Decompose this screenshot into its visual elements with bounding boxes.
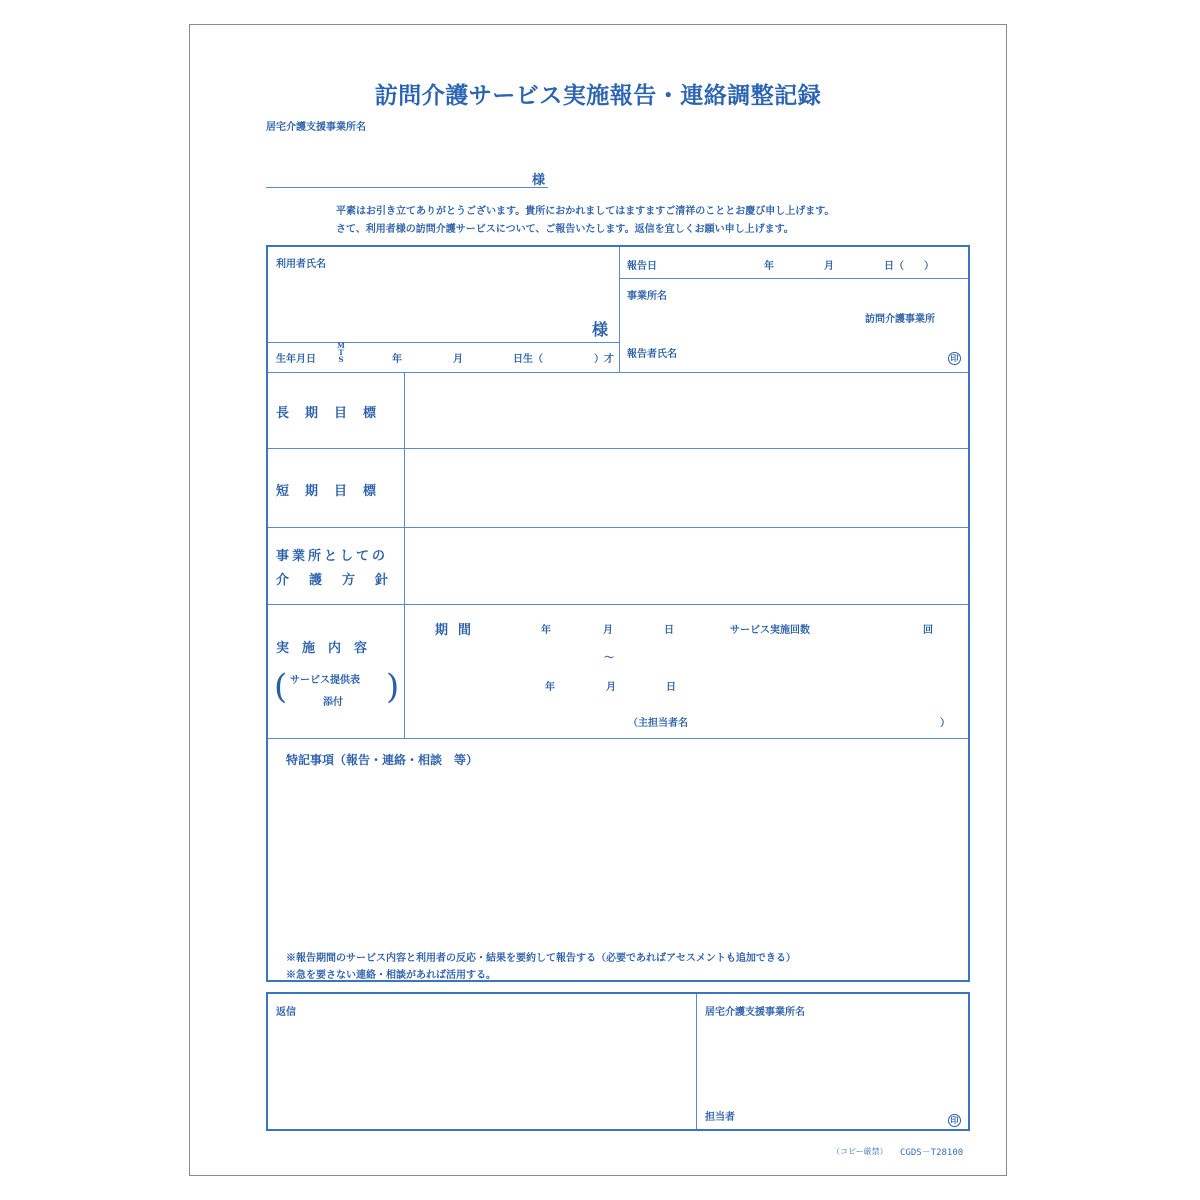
user-name-label: 利用者氏名 bbox=[276, 259, 326, 270]
period-end-month: 月 bbox=[606, 682, 616, 693]
reply-seal-icon: 印 bbox=[948, 1108, 961, 1127]
report-date-line bbox=[619, 278, 968, 279]
birth-month: 月 bbox=[453, 354, 463, 365]
addressee-honorific: 様 bbox=[532, 173, 546, 188]
office-name-label: 居宅介護支援事業所名 bbox=[266, 122, 366, 133]
office-label: 事業所名 bbox=[627, 291, 667, 302]
long-term-goal-label: 長期目標 bbox=[276, 406, 393, 421]
period-start-month: 月 bbox=[603, 625, 613, 636]
greeting-line-1: 平素はお引き立てありがとうございます。貴所におかれましてはますますご清祥のこととお慶び申し上げます。 bbox=[336, 206, 835, 217]
era-marks: M T S bbox=[337, 341, 345, 364]
reply-office-label: 居宅介護支援事業所名 bbox=[705, 1007, 805, 1018]
row-line-4 bbox=[268, 738, 968, 739]
greeting-line-2: さて、利用者様の訪問介護サービスについて、ご報告いたします。返信を宜しくお願い申し上げます。 bbox=[336, 224, 794, 235]
reply-label: 返信 bbox=[276, 1007, 296, 1018]
content-paren-open: ( bbox=[274, 667, 288, 707]
form-title: 訪問介護サービス実施報告・連絡調整記録 bbox=[374, 83, 822, 109]
main-staff-open: （主担当者名 bbox=[628, 718, 688, 729]
user-name-honorific: 様 bbox=[592, 320, 609, 339]
content-sub-2: 添付 bbox=[323, 697, 343, 708]
form-sheet bbox=[189, 24, 1007, 1176]
content-label: 実施内容 bbox=[276, 641, 381, 656]
content-paren-close: ) bbox=[386, 667, 400, 707]
footer-copy-note: （コピー厳禁） bbox=[832, 1147, 888, 1156]
row-line-2 bbox=[268, 527, 968, 528]
period-end-day: 日 bbox=[666, 682, 676, 693]
report-year: 年 bbox=[764, 261, 774, 272]
notes-instruction-2: ※急を要さない連絡・相談があれば活用する。 bbox=[286, 970, 496, 981]
reply-divider bbox=[696, 994, 697, 1129]
content-sub-1: サービス提供表 bbox=[290, 675, 360, 686]
header-divider bbox=[619, 247, 620, 372]
period-start-day: 日 bbox=[664, 625, 674, 636]
period-end-year: 年 bbox=[545, 682, 555, 693]
notes-instruction-1: ※報告期間のサービス内容と利用者の反応・結果を要約して報告する（必要であればアセスメントも追加できる） bbox=[286, 953, 796, 964]
reply-person-label: 担当者 bbox=[705, 1112, 735, 1123]
header-bottom-line bbox=[268, 372, 968, 373]
main-staff-close: ） bbox=[940, 718, 950, 729]
label-column-divider bbox=[404, 372, 405, 738]
report-day: 日（ ） bbox=[884, 261, 934, 272]
footer-code: CGDS－T28100 bbox=[900, 1148, 964, 1158]
policy-label-2: 介護方針 bbox=[276, 573, 409, 588]
birth-year: 年 bbox=[392, 354, 402, 365]
age-suffix: ）才 bbox=[594, 354, 614, 365]
service-count-label: サービス実施回数 bbox=[730, 625, 810, 636]
report-table bbox=[266, 245, 970, 982]
reporter-label: 報告者氏名 bbox=[627, 349, 677, 360]
birthdate-label: 生年月日 bbox=[276, 354, 316, 365]
service-count-unit: 回 bbox=[923, 625, 933, 636]
office-suffix: 訪問介護事業所 bbox=[865, 314, 935, 325]
row-line-1 bbox=[268, 448, 968, 449]
period-label: 期間 bbox=[435, 623, 482, 638]
notes-label: 特記事項（報告・連絡・相談 等） bbox=[286, 753, 479, 767]
short-term-goal-label: 短期目標 bbox=[276, 484, 393, 499]
report-date-label: 報告日 bbox=[627, 261, 657, 272]
name-line bbox=[268, 342, 619, 343]
row-line-3 bbox=[268, 604, 968, 605]
report-month: 月 bbox=[824, 261, 834, 272]
birth-day: 日生（ bbox=[513, 354, 543, 365]
policy-label-1: 事業所としての bbox=[276, 549, 389, 564]
period-start-year: 年 bbox=[541, 625, 551, 636]
reply-box bbox=[266, 992, 970, 1131]
addressee-line bbox=[266, 187, 548, 188]
reporter-seal-icon: 印 bbox=[948, 346, 961, 365]
period-tilde: ～ bbox=[604, 653, 614, 664]
